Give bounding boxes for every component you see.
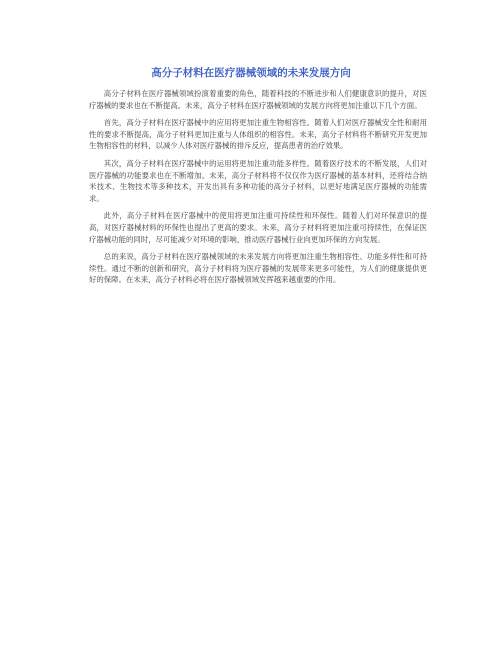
paragraph-conclusion: 总的来说，高分子材料在医疗器械领域的未来发展方向将更加注重生物相容性、功能多样性和可持续性。通过不断的创新和研究，高分子材料将为医疗器械的发展带来更多可能性，为人们的健康提供更好的保障。在未来，高分子材料必将在医疗器械领域发挥越来越重要的作用。 [89, 252, 427, 285]
document-body [89, 88, 427, 292]
paragraph-intro: 高分子材料在医疗器械领域扮演着重要的角色，随着科技的不断进步和人们健康意识的提升，对医疗器械的要求也在不断提高。未来，高分子材料在医疗器械领域的发展方向将更加注重以下几个方面。 [89, 89, 427, 110]
paragraph-sustainability: 此外，高分子材料在医疗器械中的使用将更加注重可持续性和环保性。随着人们对环保意识的提高，对医疗器械材料的环保性也提出了更高的要求。未来，高分子材料将更加注重可持续性，在保证医疗器械功能的同时，尽可能减少对环境的影响，推动医疗器械行业向更加环保的方向发展。 [89, 211, 427, 244]
paragraph-biocompatibility: 首先，高分子材料在医疗器械中的应用将更加注重生物相容性。随着人们对医疗器械安全性和耐用性的要求不断提高，高分子材料更加注重与人体组织的相容性。未来，高分子材料将不断研究开发更加生物相容性的材料，以减少人体对医疗器械的排斥反应，提高患者的治疗效果。 [89, 118, 427, 151]
paragraph-functionality: 其次，高分子材料在医疗器械中的运用将更加注重功能多样性。随着医疗技术的不断发展，人们对医疗器械的功能要求也在不断增加。未来，高分子材料将不仅仅作为医疗器械的基本材料，还将结合纳米技术、生物技术等多种技术，开发出具有多种功能的高分子材料，以更好地满足医疗器械的功能需求。 [89, 158, 427, 203]
document-title: 高分子材料在医疗器械领域的未来发展方向 [151, 67, 351, 79]
